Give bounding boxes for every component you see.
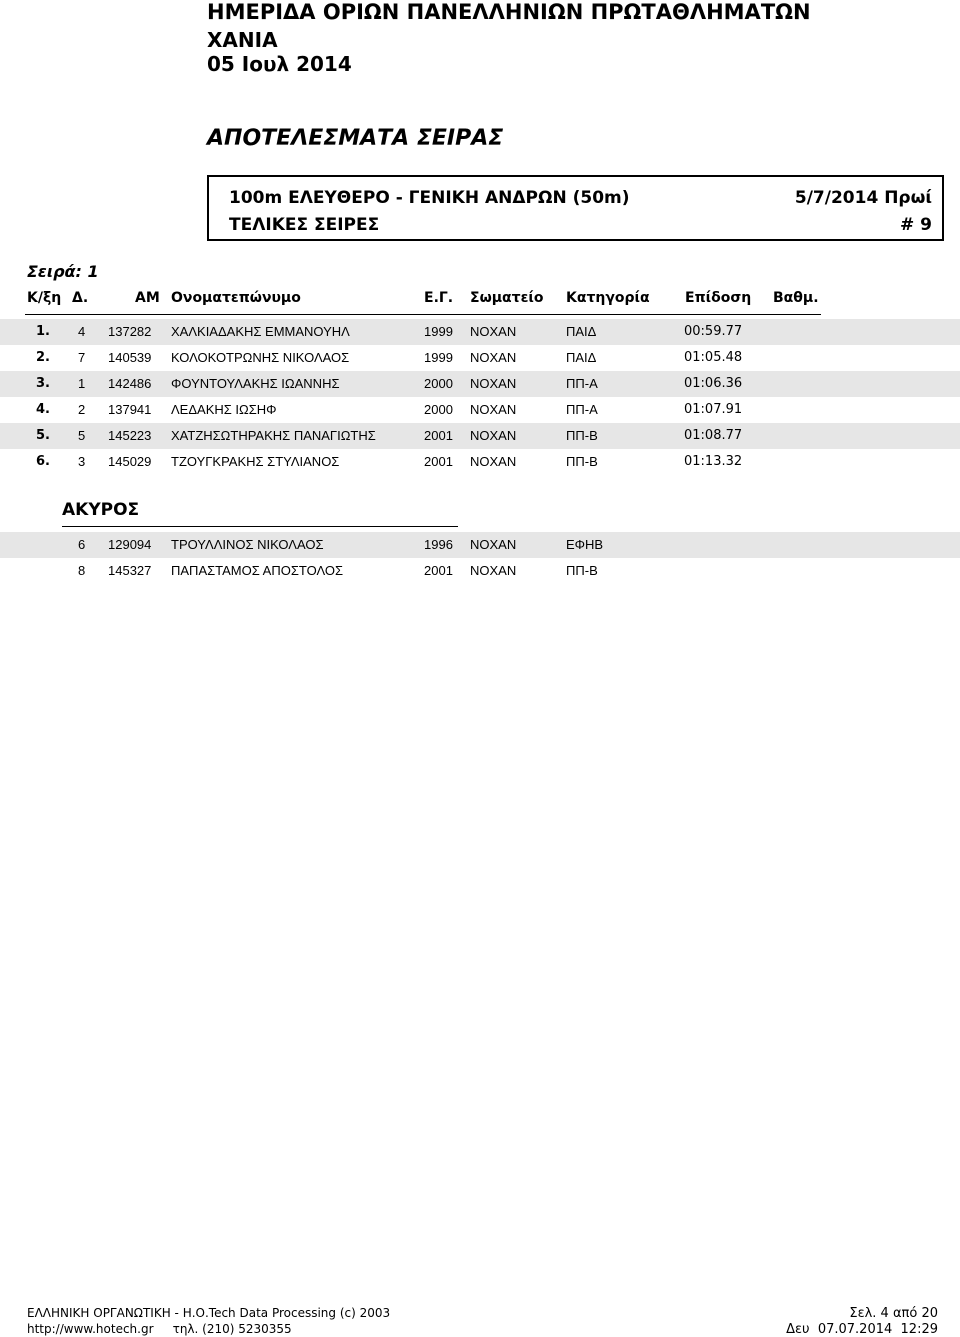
club: ΝΟΧΑΝ <box>470 350 517 365</box>
lane: 8 <box>78 563 86 578</box>
meet-city: ΧΑΝΙΑ <box>207 28 278 52</box>
lane: 7 <box>78 350 86 365</box>
results-title: ΑΠΟΤΕΛΕΣΜΑΤΑ ΣΕΙΡΑΣ <box>207 126 504 151</box>
club: ΝΟΧΑΝ <box>470 537 517 552</box>
rank: 2. <box>36 350 50 365</box>
lane: 6 <box>78 537 86 552</box>
category: ΠΑΙΔ <box>566 350 597 365</box>
event-number: # 9 <box>900 215 932 235</box>
swimmer-name: ΛΕΔΑΚΗΣ ΙΩΣΗΦ <box>171 402 277 417</box>
time: 01:05.48 <box>684 350 743 365</box>
swimmer-name: ΧΑΛΚΙΑΔΑΚΗΣ ΕΜΜΑΝΟΥΗΛ <box>171 324 350 339</box>
lane: 4 <box>78 324 86 339</box>
am: 145327 <box>108 563 152 578</box>
lane: 1 <box>78 376 86 391</box>
time: 01:06.36 <box>684 376 743 391</box>
event-name: 100m ΕΛΕΥΘΕΡΟ - ΓΕΝΙΚΗ ΑΝΔΡΩΝ (50m) <box>229 188 630 208</box>
swimmer-name: ΤΖΟΥΓΚΡΑΚΗΣ ΣΤΥΛΙΑΝΟΣ <box>171 454 340 469</box>
am: 129094 <box>108 537 152 552</box>
swimmer-name: ΤΡΟΥΛΛΙΝΟΣ ΝΙΚΟΛΑΟΣ <box>171 537 324 552</box>
rank: 1. <box>36 324 50 339</box>
swimmer-name: ΧΑΤΖΗΣΩΤΗΡΑΚΗΣ ΠΑΝΑΓΙΩΤΗΣ <box>171 428 376 443</box>
birth-year: 2001 <box>424 428 453 443</box>
col-year: Ε.Γ. <box>424 290 454 306</box>
swimmer-name: ΠΑΠΑΣΤΑΜΟΣ ΑΠΟΣΤΟΛΟΣ <box>171 563 344 578</box>
category: ΠΠ-Β <box>566 428 598 443</box>
table-row <box>0 449 960 475</box>
club: ΝΟΧΑΝ <box>470 454 517 469</box>
rank: 4. <box>36 402 50 417</box>
birth-year: 1999 <box>424 350 453 365</box>
rank: 5. <box>36 428 50 443</box>
table-row <box>0 532 960 558</box>
table-row <box>0 397 960 423</box>
col-am: ΑΜ <box>135 290 160 306</box>
lane: 3 <box>78 454 86 469</box>
am: 145029 <box>108 454 152 469</box>
time: 01:08.77 <box>684 428 743 443</box>
col-lane: Δ. <box>72 290 89 306</box>
lane: 2 <box>78 402 86 417</box>
category: ΠΑΙΔ <box>566 324 597 339</box>
birth-year: 1999 <box>424 324 453 339</box>
am: 145223 <box>108 428 152 443</box>
dq-table <box>0 532 960 584</box>
footer-printed: Δευ 07.07.2014 12:29 <box>786 1322 938 1337</box>
swimmer-name: ΦΟΥΝΤΟΥΛΑΚΗΣ ΙΩΑΝΝΗΣ <box>171 376 340 391</box>
birth-year: 2001 <box>424 454 453 469</box>
col-points: Βαθμ. <box>773 290 819 306</box>
birth-year: 2001 <box>424 563 453 578</box>
table-row <box>0 371 960 397</box>
rank: 6. <box>36 454 50 469</box>
swimmer-name: ΚΟΛΟΚΟΤΡΩΝΗΣ ΝΙΚΟΛΑΟΣ <box>171 350 350 365</box>
col-club: Σωματείο <box>470 290 544 306</box>
col-name: Ονοματεπώνυμο <box>171 290 301 306</box>
meet-date: 05 Ιουλ 2014 <box>207 52 352 76</box>
category: ΠΠ-Α <box>566 402 598 417</box>
col-category: Κατηγορία <box>566 290 650 306</box>
dq-section-label: ΑΚΥΡΟΣ <box>62 500 140 520</box>
footer-web: http://www.hotech.gr τηλ. (210) 5230355 <box>27 1322 292 1336</box>
heat-label: Σειρά: 1 <box>27 262 99 281</box>
club: ΝΟΧΑΝ <box>470 324 517 339</box>
dq-rule <box>62 526 458 527</box>
am: 140539 <box>108 350 152 365</box>
birth-year: 2000 <box>424 376 453 391</box>
time: 00:59.77 <box>684 324 743 339</box>
category: ΕΦΗΒ <box>566 537 604 552</box>
meet-title: ΗΜΕΡΙΔΑ ΟΡΙΩΝ ΠΑΝΕΛΛΗΝΙΩΝ ΠΡΩΤΑΘΛΗΜΑΤΩΝ <box>207 0 811 24</box>
table-row <box>0 423 960 449</box>
birth-year: 1996 <box>424 537 453 552</box>
club: ΝΟΧΑΝ <box>470 428 517 443</box>
category: ΠΠ-Α <box>566 376 598 391</box>
event-session: 5/7/2014 Πρωί <box>794 188 932 208</box>
table-row <box>0 319 960 345</box>
footer-org: ΕΛΛΗΝΙΚΗ ΟΡΓΑΝΩΤΙΚΗ - Η.Ο.Tech Data Processing (c) 2003 <box>27 1306 391 1320</box>
column-headers <box>0 290 960 312</box>
time: 01:13.32 <box>684 454 743 469</box>
rank: 3. <box>36 376 50 391</box>
category: ΠΠ-Β <box>566 454 598 469</box>
am: 137282 <box>108 324 152 339</box>
club: ΝΟΧΑΝ <box>470 402 517 417</box>
club: ΝΟΧΑΝ <box>470 376 517 391</box>
category: ΠΠ-Β <box>566 563 598 578</box>
am: 137941 <box>108 402 152 417</box>
lane: 5 <box>78 428 86 443</box>
event-stage: ΤΕΛΙΚΕΣ ΣΕΙΡΕΣ <box>229 215 380 235</box>
footer-page: Σελ. 4 από 20 <box>849 1306 938 1321</box>
col-time: Επίδοση <box>685 290 752 306</box>
table-row <box>0 345 960 371</box>
col-rank: Κ/ξη <box>27 290 62 306</box>
event-box <box>207 175 944 241</box>
header-rule <box>25 314 821 315</box>
am: 142486 <box>108 376 152 391</box>
time: 01:07.91 <box>684 402 743 417</box>
table-row <box>0 558 960 584</box>
birth-year: 2000 <box>424 402 453 417</box>
results-table <box>0 319 960 475</box>
club: ΝΟΧΑΝ <box>470 563 517 578</box>
